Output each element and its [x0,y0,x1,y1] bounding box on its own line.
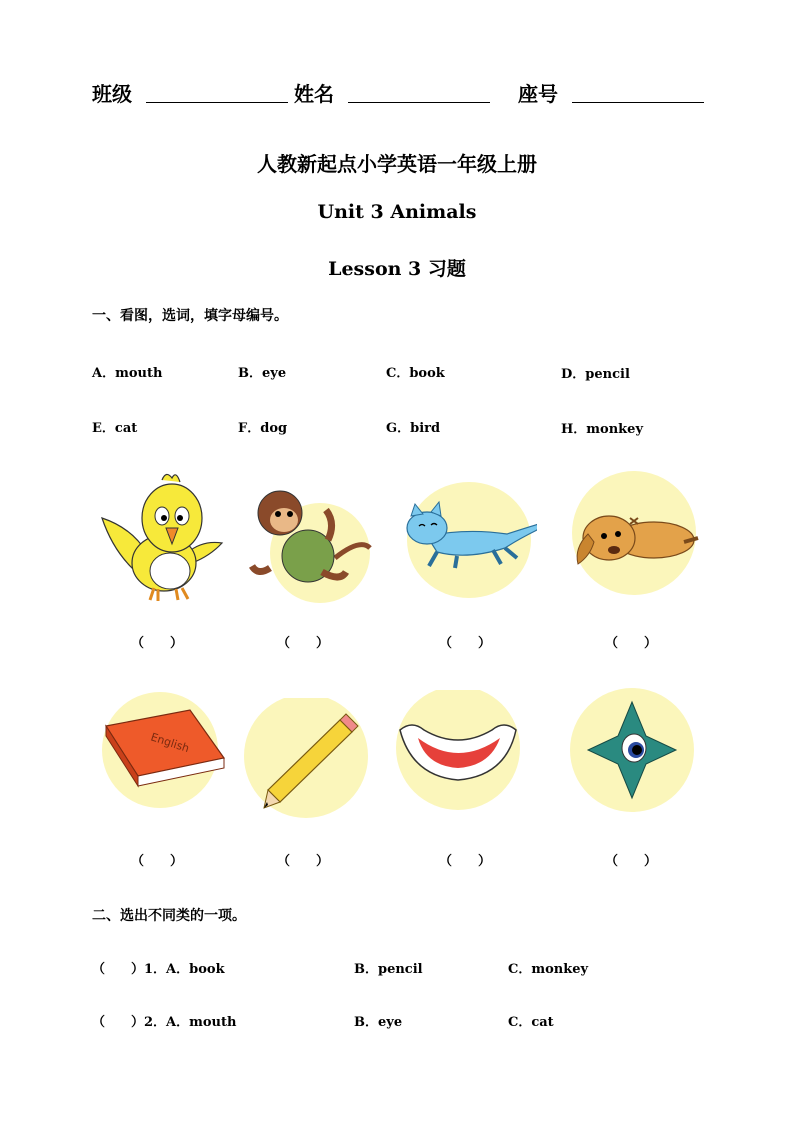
dog-picture [564,468,704,608]
answer-blank-6[interactable]: （ ） [276,854,329,869]
answer-blank-7[interactable]: （ ） [438,854,491,869]
answer-blank-3[interactable]: （ ） [438,636,491,651]
option-f: F．dog [238,421,288,436]
unit-title: Unit 3 Animals [317,201,477,223]
option-e: E．cat [92,421,138,436]
class-label: 班级 [92,82,132,106]
name-label: 姓名 [294,82,334,106]
name-field[interactable] [348,80,490,103]
seat-label: 座号 [518,82,558,106]
eye-picture [566,688,706,828]
mouth-picture [392,690,532,830]
section1-heading: 一、看图，选词，填字母编号。 [92,308,288,324]
option-d: D．pencil [561,367,630,382]
option-a: A．mouth [92,366,163,381]
book-cover-text: English [149,730,191,756]
section2-heading: 二、选出不同类的一项。 [92,908,246,924]
pencil-picture [244,698,384,838]
option-b: B．eye [238,366,287,381]
answer-blank-1[interactable]: （ ） [130,636,183,651]
question-2-option-b: B．eye [354,1015,403,1030]
question-2-prefix: （ ）2．A．mouth [92,1015,237,1030]
answer-blank-2[interactable]: （ ） [276,636,329,651]
seat-field[interactable] [572,80,704,103]
answer-blank-4[interactable]: （ ） [604,636,657,651]
book-picture [98,688,238,828]
option-g: G．bird [386,421,441,436]
question-1-prefix: （ ）1．A．book [92,962,225,977]
answer-blank-5[interactable]: （ ） [130,854,183,869]
cat-picture [397,468,537,608]
monkey-picture [240,468,380,608]
answer-blank-8[interactable]: （ ） [604,854,657,869]
page-title: 人教新起点小学英语一年级上册 [257,152,537,176]
class-field[interactable] [146,80,288,103]
option-c: C．book [386,366,445,381]
question-1-option-c: C．monkey [508,962,589,977]
option-h: H．monkey [561,422,643,437]
lesson-title: Lesson 3 习题 [328,258,466,280]
bird-picture [92,468,232,608]
question-1-option-b: B．pencil [354,962,423,977]
question-2-option-c: C．cat [508,1015,554,1030]
